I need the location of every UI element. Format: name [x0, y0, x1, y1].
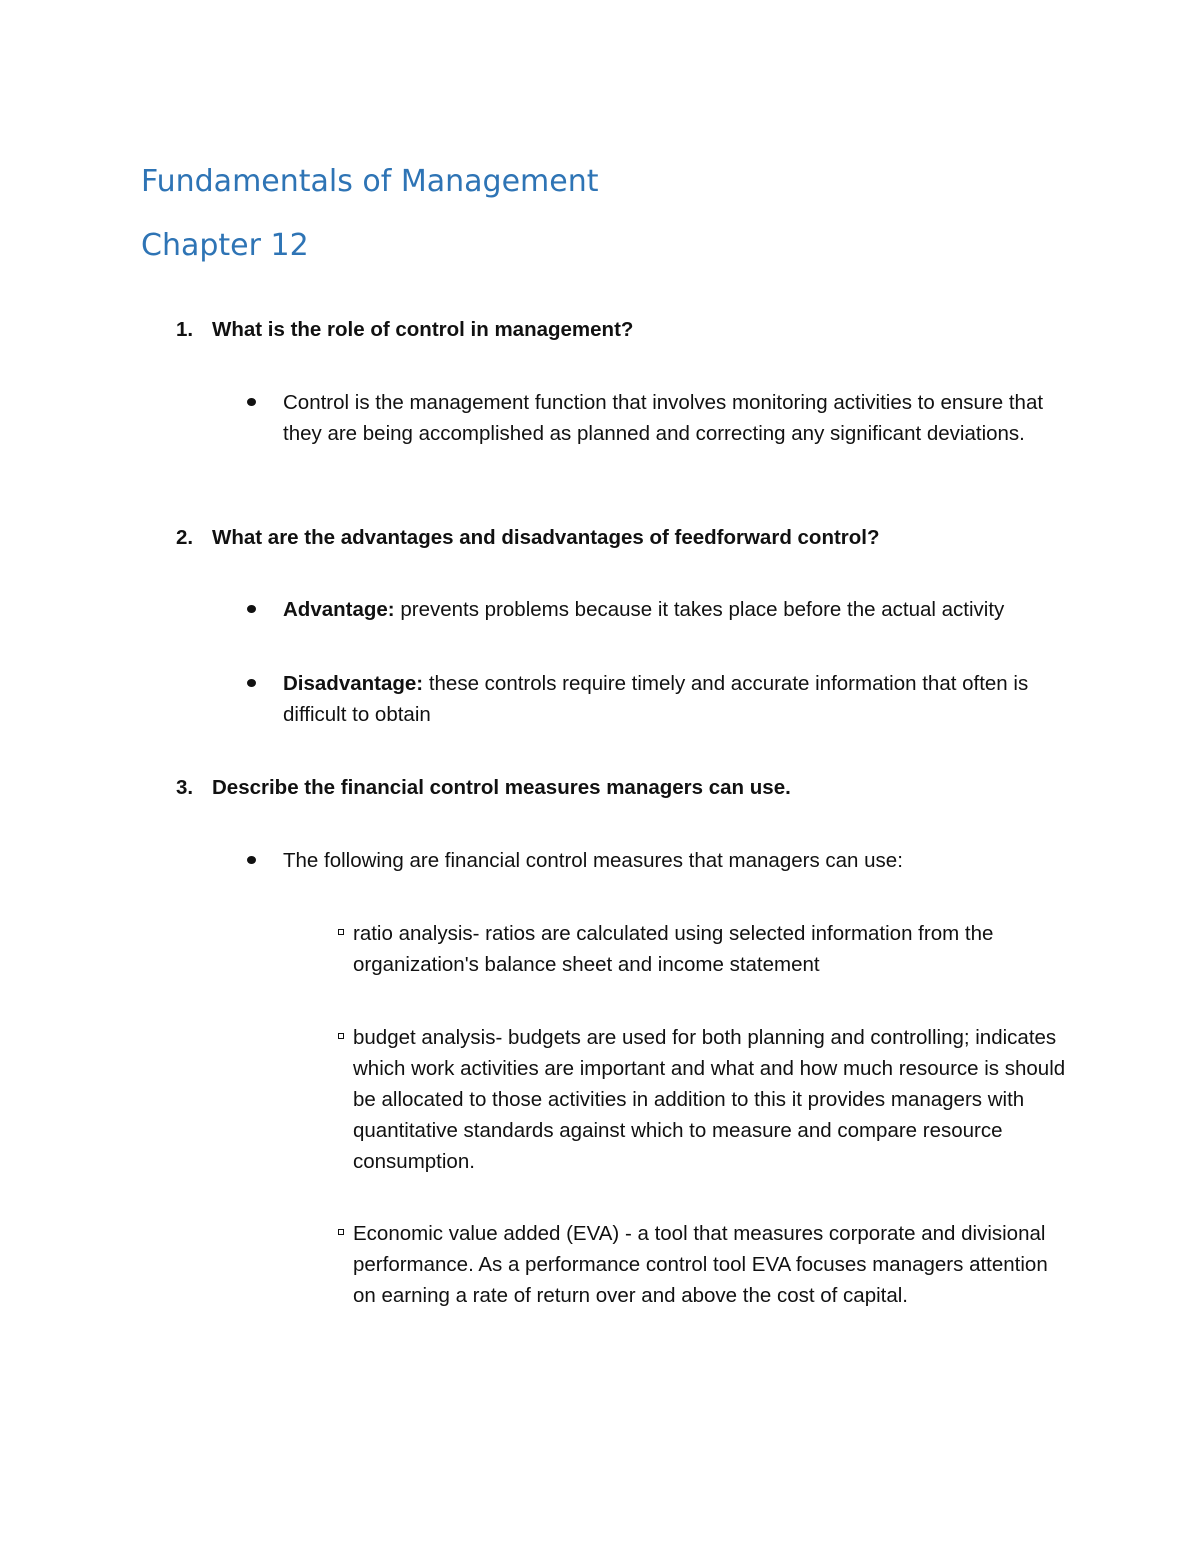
question-text: What are the advantages and disadvantages of feedforward control?	[212, 526, 880, 549]
answer-bullet-disadvantage	[283, 668, 1073, 730]
question-text: What is the role of control in management?	[212, 318, 634, 341]
sub-item-text: Economic value added (EVA) - a tool that measures corporate and divisional performance. As a performance control tool EVA focuses managers attention on earning a rate of return over and above the cost of capital.	[353, 1222, 1048, 1307]
answer-bullet-advantage	[283, 594, 1073, 625]
answer-label: Advantage:	[283, 598, 395, 621]
document-title: Fundamentals of Management	[141, 164, 599, 199]
sub-item-text: ratio analysis- ratios are calculated using selected information from the organization's balance sheet and income statement	[353, 922, 994, 976]
sub-item-eva	[353, 1218, 1073, 1311]
sub-item-ratio-analysis	[353, 918, 1073, 980]
sub-item-text: budget analysis- budgets are used for both planning and controlling; indicates which work activities are important and what and how much resource is should be allocated to those activities in addition to this it provides managers with quantitative standards against which to measure and compare resource consumption.	[353, 1026, 1066, 1173]
square-bullet-icon	[338, 929, 344, 935]
answer-text: The following are financial control measures that managers can use:	[283, 849, 903, 872]
answer-bullet	[283, 845, 1073, 876]
answer-text: these controls require timely and accurate information that often is difficult to obtain	[283, 672, 1029, 726]
chapter-title: Chapter 12	[141, 228, 309, 263]
sub-item-budget-analysis	[353, 1022, 1073, 1177]
answer-label: Disadvantage:	[283, 672, 424, 695]
bullet-dot-icon	[247, 605, 256, 613]
answer-text: Control is the management function that involves monitoring activities to ensure that they are being accomplished as planned and correcting any significant deviations.	[283, 391, 1044, 445]
bullet-dot-icon	[247, 856, 256, 864]
question-number: 2.	[176, 526, 194, 549]
square-bullet-icon	[338, 1229, 344, 1235]
question-number: 3.	[176, 776, 194, 799]
question-text: Describe the financial control measures managers can use.	[212, 776, 791, 799]
bullet-dot-icon	[247, 679, 256, 687]
bullet-dot-icon	[247, 398, 256, 406]
answer-bullet	[283, 387, 1073, 449]
question-number: 1.	[176, 318, 194, 341]
answer-text: prevents problems because it takes place before the actual activity	[394, 598, 1005, 621]
square-bullet-icon	[338, 1033, 344, 1039]
